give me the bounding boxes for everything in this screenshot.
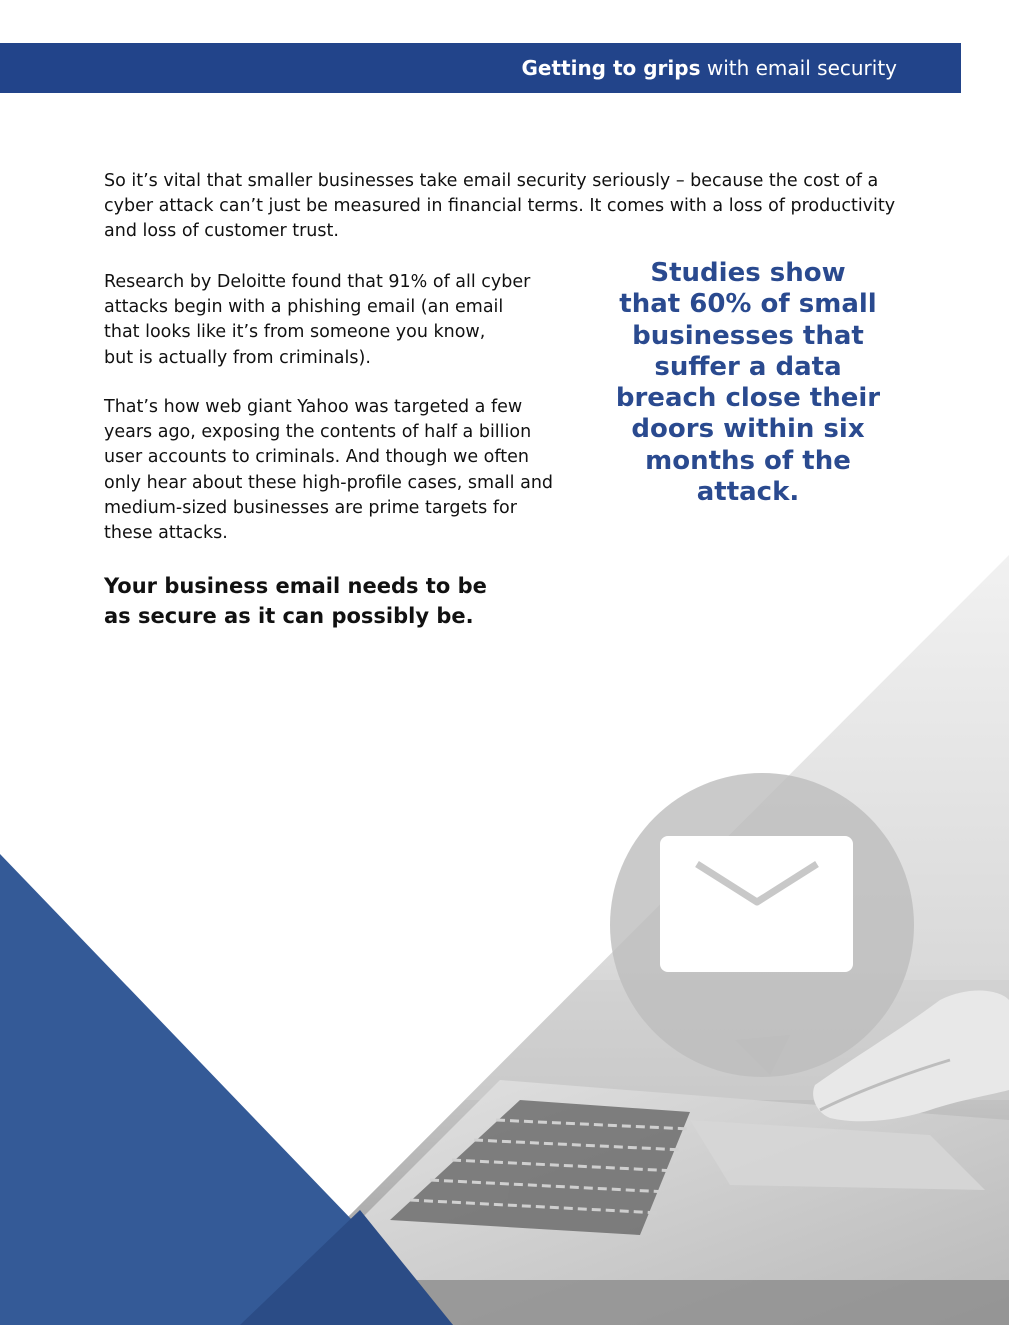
deloitte-line: attacks begin with a phishing email (an email bbox=[104, 297, 504, 318]
deloitte-paragraph bbox=[104, 270, 574, 371]
envelope-icon bbox=[660, 836, 853, 972]
yahoo-line: medium-sized businesses are prime targets for bbox=[104, 497, 517, 518]
security-callout bbox=[104, 571, 524, 631]
yahoo-line: these attacks. bbox=[104, 523, 228, 544]
pull-quote-line: suffer a data bbox=[654, 351, 842, 382]
yahoo-line: years ago, exposing the contents of half a billion bbox=[104, 422, 532, 443]
running-header bbox=[521, 56, 897, 80]
pull-quote-line: businesses that bbox=[632, 320, 864, 351]
yahoo-paragraph bbox=[104, 395, 594, 546]
intro-paragraph: So it’s vital that smaller businesses take email security seriously – because the cost of a cyber attack can’t just be measured in financial terms. It comes with a loss of productivity and loss of customer trust. bbox=[104, 171, 896, 242]
deloitte-line: but is actually from criminals). bbox=[104, 347, 371, 368]
pull-quote-line: months of the bbox=[645, 445, 851, 476]
decorative-artwork bbox=[0, 540, 1024, 1325]
pull-quote-line: that 60% of small bbox=[619, 289, 877, 320]
yahoo-line: That’s how web giant Yahoo was targeted a few bbox=[104, 397, 523, 417]
yahoo-line: only hear about these high-profile cases, small and bbox=[104, 472, 554, 493]
deloitte-line: that looks like it’s from someone you know, bbox=[104, 322, 486, 343]
pull-quote-line: Studies show bbox=[650, 258, 846, 288]
deloitte-line: Research by Deloitte found that 91% of all cyber bbox=[104, 272, 531, 292]
pull-quote-line: doors within six bbox=[631, 414, 865, 445]
pull-quote bbox=[612, 258, 884, 508]
yahoo-line: user accounts to criminals. And though we often bbox=[104, 447, 529, 468]
callout-line: Your business email needs to be bbox=[104, 574, 487, 598]
email-bubble bbox=[610, 773, 914, 1077]
header-bar bbox=[0, 43, 961, 93]
header-title-bold: Getting to grips bbox=[521, 56, 701, 80]
pull-quote-line: attack. bbox=[696, 477, 800, 508]
header-title-rest: with email security bbox=[700, 56, 897, 80]
callout-line: as secure as it can possibly be. bbox=[104, 604, 474, 628]
pull-quote-line: breach close their bbox=[615, 383, 881, 414]
